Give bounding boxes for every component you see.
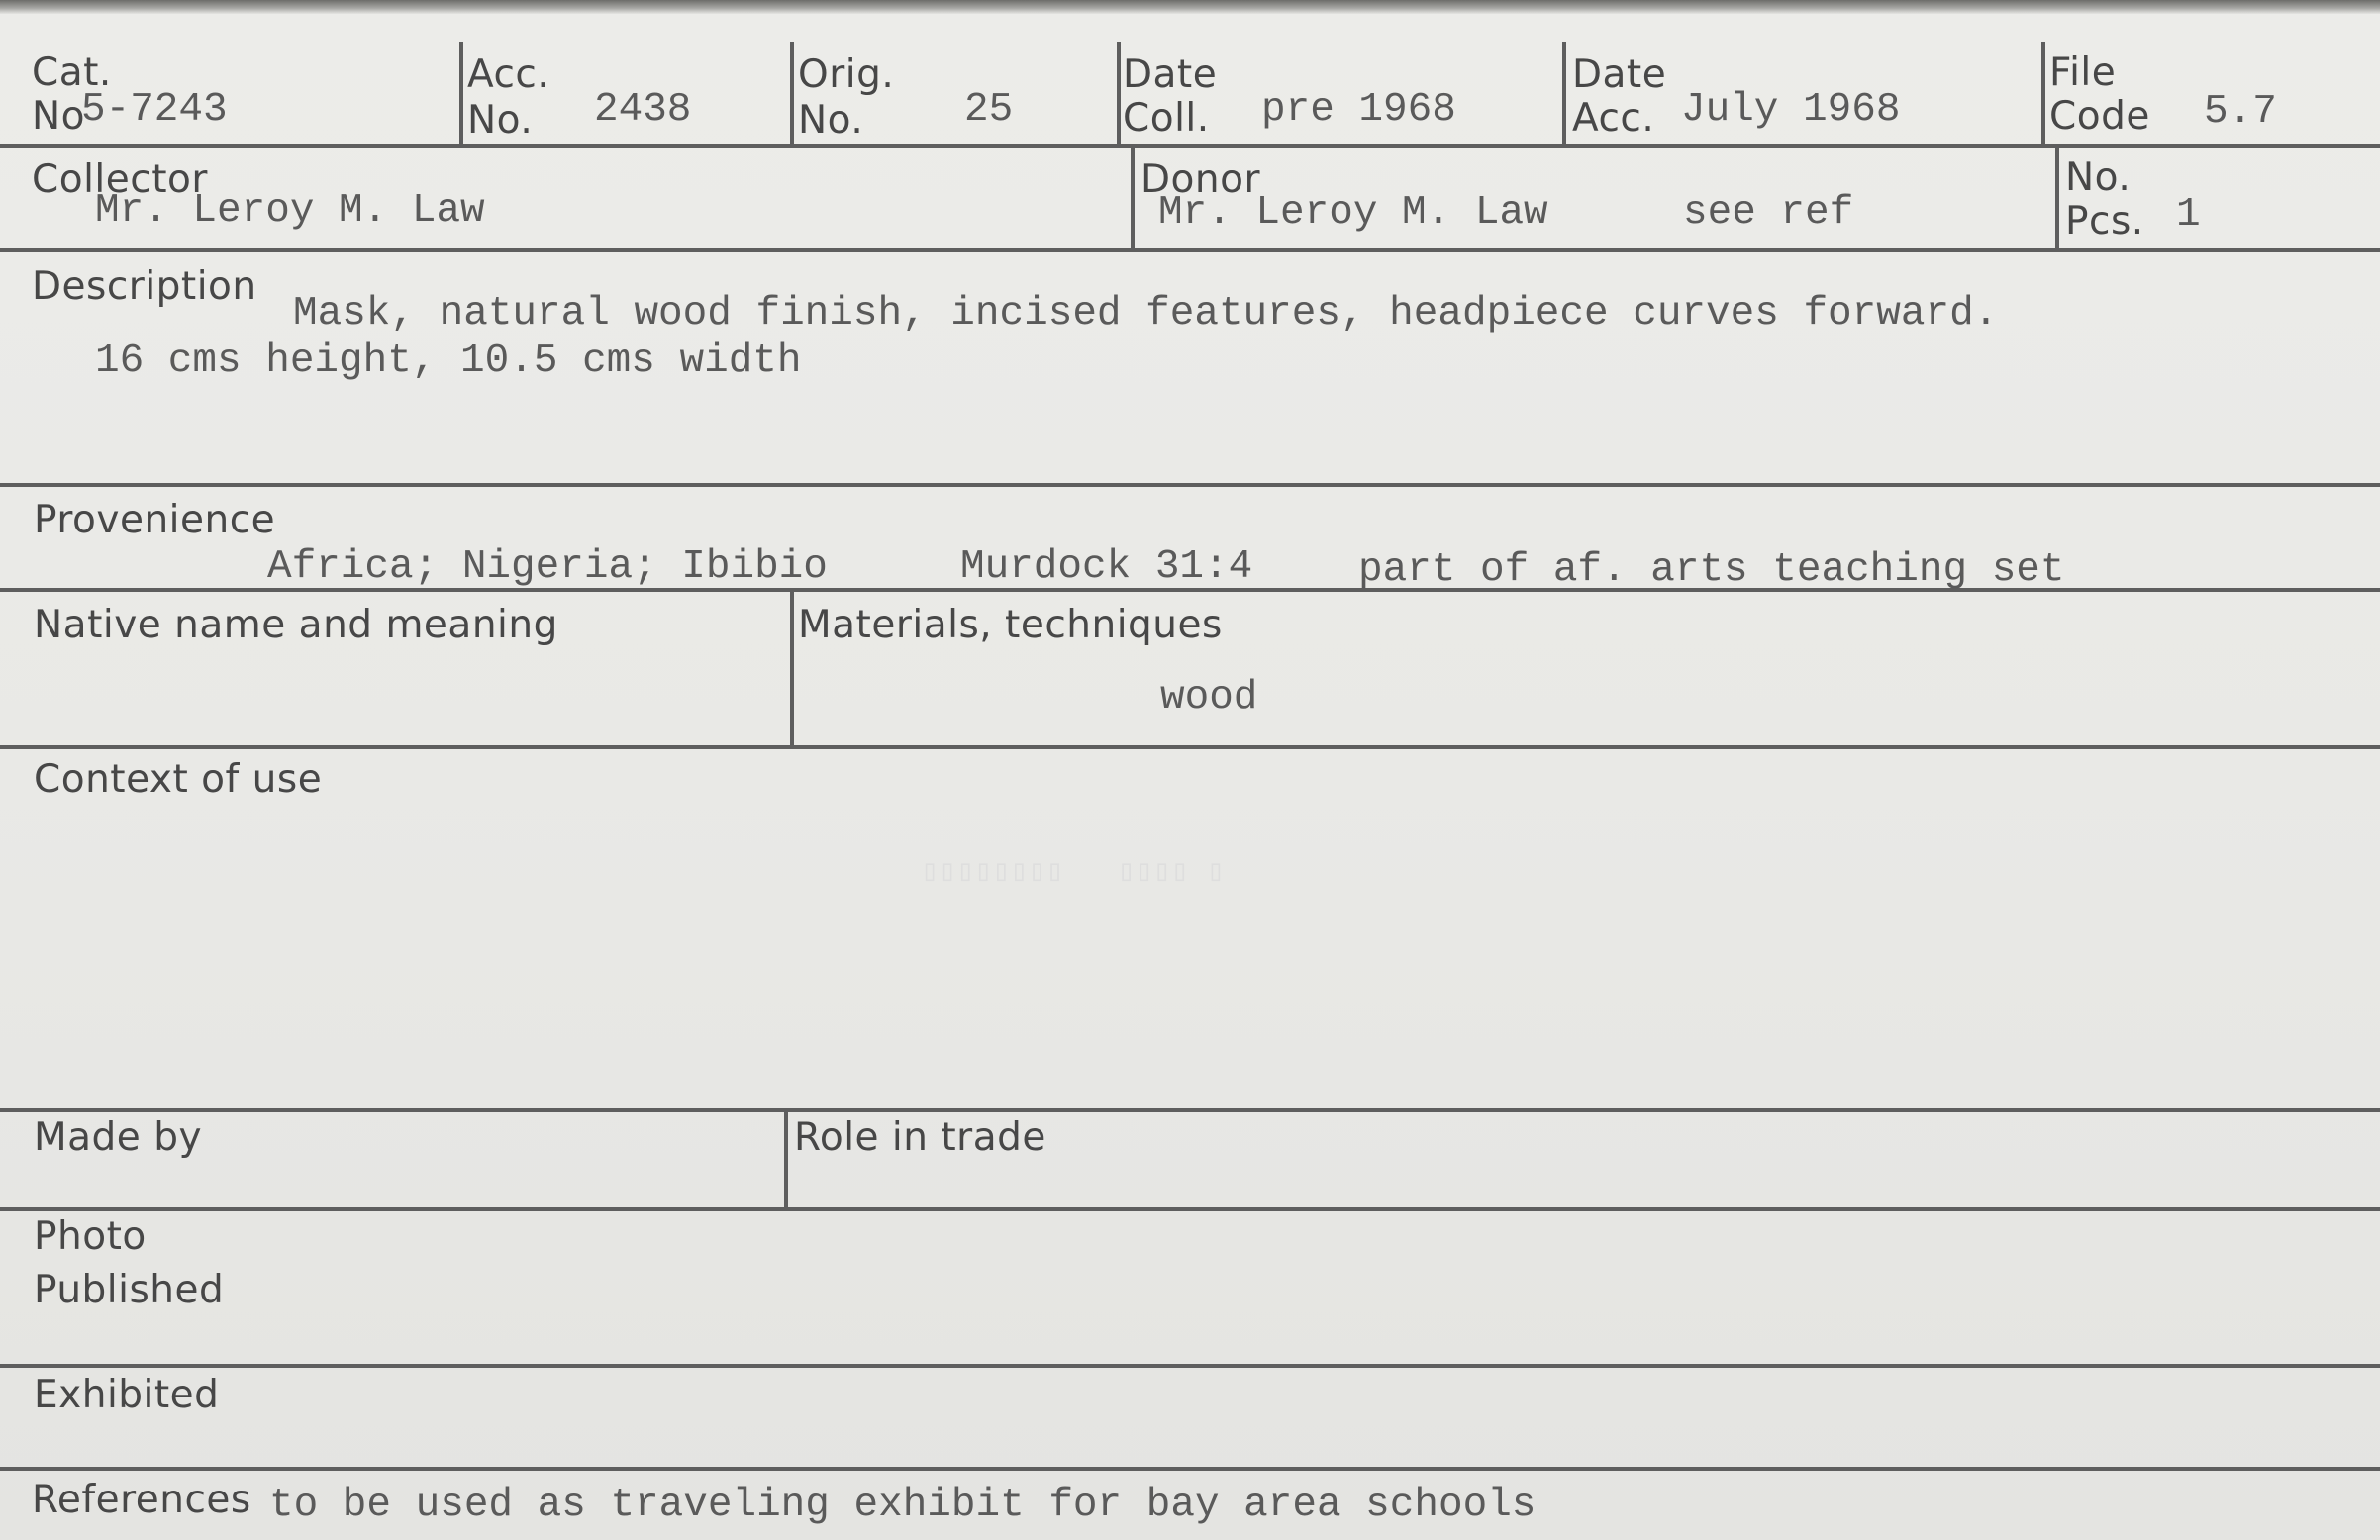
divider-cat-acc bbox=[459, 42, 463, 146]
divider-madeby-role bbox=[784, 1108, 788, 1209]
date-accessioned-value: July 1968 bbox=[1681, 87, 1901, 133]
orig-label-top: Orig. bbox=[798, 52, 895, 97]
divider-collector-donor bbox=[1131, 144, 1135, 251]
description-label: Description bbox=[32, 264, 257, 309]
donor-label: Donor bbox=[1140, 157, 1261, 202]
rule-header-bottom bbox=[0, 144, 2380, 148]
photo-label: Photo bbox=[34, 1214, 147, 1259]
materials-value: wood bbox=[1160, 675, 1258, 721]
file-code-value: 5.7 bbox=[2204, 89, 2277, 135]
pcs-label-top: No. bbox=[2065, 155, 2132, 200]
rule-collector-bottom bbox=[0, 248, 2380, 252]
file-label-top: File bbox=[2049, 50, 2117, 95]
rule-published-bottom bbox=[0, 1364, 2380, 1368]
made-by-label: Made by bbox=[34, 1115, 203, 1160]
datecoll-label-top: Date bbox=[1123, 52, 1218, 97]
collector-value: Mr. Leroy M. Law bbox=[95, 188, 485, 234]
orig-no-value: 25 bbox=[964, 87, 1014, 133]
provenience-note: part of af. arts teaching set bbox=[1358, 547, 2065, 593]
cat-no-value: 5-7243 bbox=[81, 87, 228, 133]
materials-label: Materials, techniques bbox=[798, 603, 1223, 647]
datecoll-label-bottom: Coll. bbox=[1123, 96, 1210, 141]
dateacc-label-bottom: Acc. bbox=[1572, 96, 1655, 141]
cat-label-top: Cat. bbox=[32, 50, 112, 95]
provenience-label: Provenience bbox=[34, 498, 276, 542]
description-line1: Mask, natural wood finish, incised features, headpiece curves forward. bbox=[293, 291, 1999, 337]
context-label: Context of use bbox=[34, 757, 323, 802]
pcs-label-bottom: Pcs. bbox=[2065, 199, 2144, 243]
published-label: Published bbox=[34, 1268, 225, 1312]
date-collected-value: pre 1968 bbox=[1261, 87, 1456, 133]
collector-label: Collector bbox=[32, 157, 208, 202]
provenience-murdock: Murdock 31:4 bbox=[960, 544, 1253, 590]
divider-donor-pcs bbox=[2055, 144, 2059, 251]
divider-orig-datecoll bbox=[1117, 42, 1121, 146]
orig-label-bottom: No. bbox=[798, 98, 864, 143]
divider-dateacc-file bbox=[2041, 42, 2045, 146]
role-in-trade-label: Role in trade bbox=[794, 1115, 1046, 1160]
file-label-bottom: Code bbox=[2049, 94, 2150, 139]
donor-note: see ref bbox=[1683, 190, 1854, 236]
divider-datecoll-dateacc bbox=[1562, 42, 1566, 146]
rule-context-bottom bbox=[0, 1108, 2380, 1112]
description-line2: 16 cms height, 10.5 cms width bbox=[95, 338, 802, 384]
pcs-value: 1 bbox=[2176, 192, 2201, 238]
acc-label-top: Acc. bbox=[467, 52, 550, 97]
dateacc-label-top: Date bbox=[1572, 52, 1667, 97]
provenience-place: Africa; Nigeria; Ibibio bbox=[267, 544, 828, 590]
card-top-edge bbox=[0, 0, 2380, 14]
references-value: to be used as traveling exhibit for bay area schools bbox=[269, 1483, 1537, 1528]
rule-exhibited-bottom bbox=[0, 1467, 2380, 1471]
rule-native-bottom bbox=[0, 745, 2380, 749]
donor-value: Mr. Leroy M. Law bbox=[1158, 190, 1548, 236]
acc-label-bottom: No. bbox=[467, 98, 534, 143]
cat-label-bottom: No bbox=[32, 94, 86, 139]
references-label: References bbox=[32, 1478, 251, 1522]
acc-no-value: 2438 bbox=[594, 87, 692, 133]
rule-description-bottom bbox=[0, 483, 2380, 487]
exhibited-label: Exhibited bbox=[34, 1373, 220, 1417]
divider-native-materials bbox=[790, 588, 794, 748]
rule-madeby-bottom bbox=[0, 1207, 2380, 1211]
native-name-label: Native name and meaning bbox=[34, 603, 558, 647]
show-through-text: ▯▯▯▯▯▯▯▯ ▯▯▯▯ ▯ bbox=[921, 856, 1225, 890]
divider-acc-orig bbox=[790, 42, 794, 146]
